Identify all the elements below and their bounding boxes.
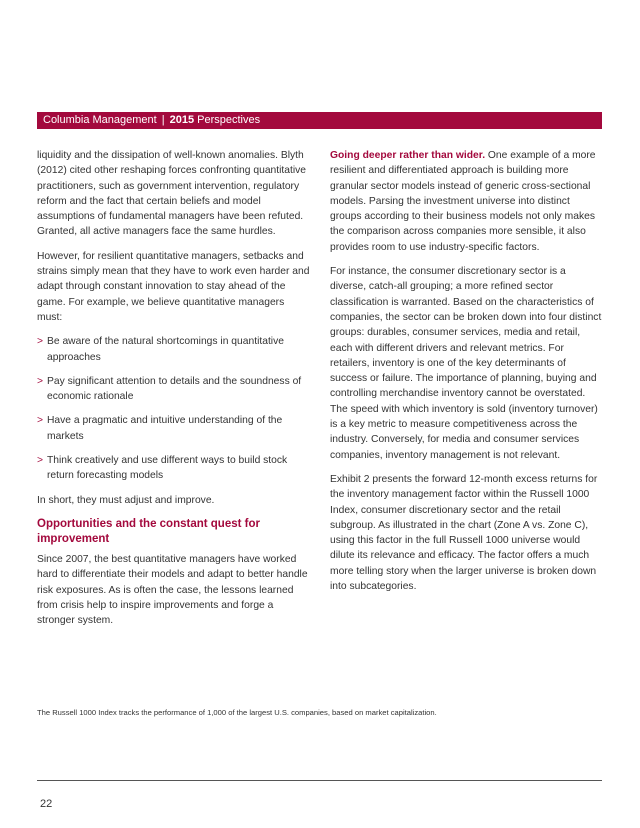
left-paragraph-2: However, for resilient quantitative managers, setbacks and strains simply mean that they have to work even harder and adapt through constant innovation to stay ahead of the game. For example, we believe quantitative managers must:: [37, 250, 310, 323]
right-column: [330, 148, 602, 603]
bullet-text: Pay significant attention to details and the soundness of economic rationale: [47, 375, 302, 403]
bullet-item: [37, 374, 311, 405]
bullet-text: Think creatively and use different ways to build stock return forecasting models: [47, 455, 288, 482]
section-heading: Opportunities and the constant quest for improvement: [37, 517, 260, 545]
bullet-marker: >: [37, 415, 44, 427]
header-year: 2015: [169, 114, 195, 126]
bullet-list: [37, 334, 311, 483]
left-paragraph-1: liquidity and the dissipation of well-known anomalies. Blyth (2012) cited other reshaping forces confronting quantitative practitioners, such as government intervention, regulatory reform and the fact that certain beliefs and model assumptions of fundamental managers have been refuted. Granted, all active managers face the same hurdles.: [37, 150, 307, 238]
bullet-marker: >: [37, 455, 44, 467]
right-paragraph-3: Exhibit 2 presents the forward 12-month excess returns for the inventory management factor within the Russell 1000 Index, consumer discretionary sector and the retail subgroup. As illustrated in the chart (Zone A vs. Zone C), using this factor in the full Russell 1000 universe would dilute its relevance and efficacy. The factor offers a much more telling story when the larger universe is broken down into subcategories.: [330, 473, 598, 593]
bullet-marker: >: [37, 336, 44, 348]
right-paragraph-1-text: One example of a more resilient and differentiated approach is building more granular sector models instead of generic cross-sectional models. Parsing the investment universe into distinct groups according to their business models not only makes the comparison across companies more sensible, it also provides room to use industry-specific factors.: [330, 150, 596, 253]
header-bar: [37, 112, 602, 129]
bullet-text: Have a pragmatic and intuitive understanding of the markets: [47, 415, 283, 442]
left-paragraph-4: Since 2007, the best quantitative managers have worked hard to differentiate their models and adapt to better handle risk exposures. As is often the case, the lessons learned from crisis help to inspire improvements and forge a stronger system.: [37, 553, 308, 627]
right-paragraph-1: [330, 148, 602, 255]
bullet-item: [37, 413, 311, 444]
footer-rule: [37, 780, 602, 781]
right-paragraph-2: For instance, the consumer discretionary sector is a diverse, catch-all grouping; a more refined sector classification is warranted. Based on the characteristics of companies, the sector can be broken down into four distinct groups: durables, consumer services, media and retail, each with different drivers and relevant metrics. For retailers, inventory is one of the key determinants of success or failure. The importance of planning, buying and controlling merchandise inventory cannot be overstated. The speed with which inventory is sold (inventory turnover) is a key metric to measure competitiveness across the industry. Conversely, for media and consumer services companies, inventory management is not relevant.: [330, 266, 602, 461]
bullet-marker: >: [37, 375, 44, 387]
header-series: Perspectives: [197, 114, 261, 126]
bullet-text: Be aware of the natural shortcomings in quantitative approaches: [47, 336, 284, 363]
bullet-item: [37, 453, 311, 484]
left-paragraph-3: In short, they must adjust and improve.: [37, 494, 215, 506]
bullet-item: [37, 334, 311, 365]
footnote: The Russell 1000 Index tracks the performance of 1,000 of the largest U.S. companies, based on market capitalization.: [37, 708, 437, 717]
page-number: 22: [40, 798, 53, 810]
header-separator: |: [161, 114, 165, 126]
lead-in-heading: Going deeper rather than wider.: [330, 150, 486, 161]
brand-name: Columbia Management: [43, 114, 157, 126]
left-column: [37, 148, 311, 637]
